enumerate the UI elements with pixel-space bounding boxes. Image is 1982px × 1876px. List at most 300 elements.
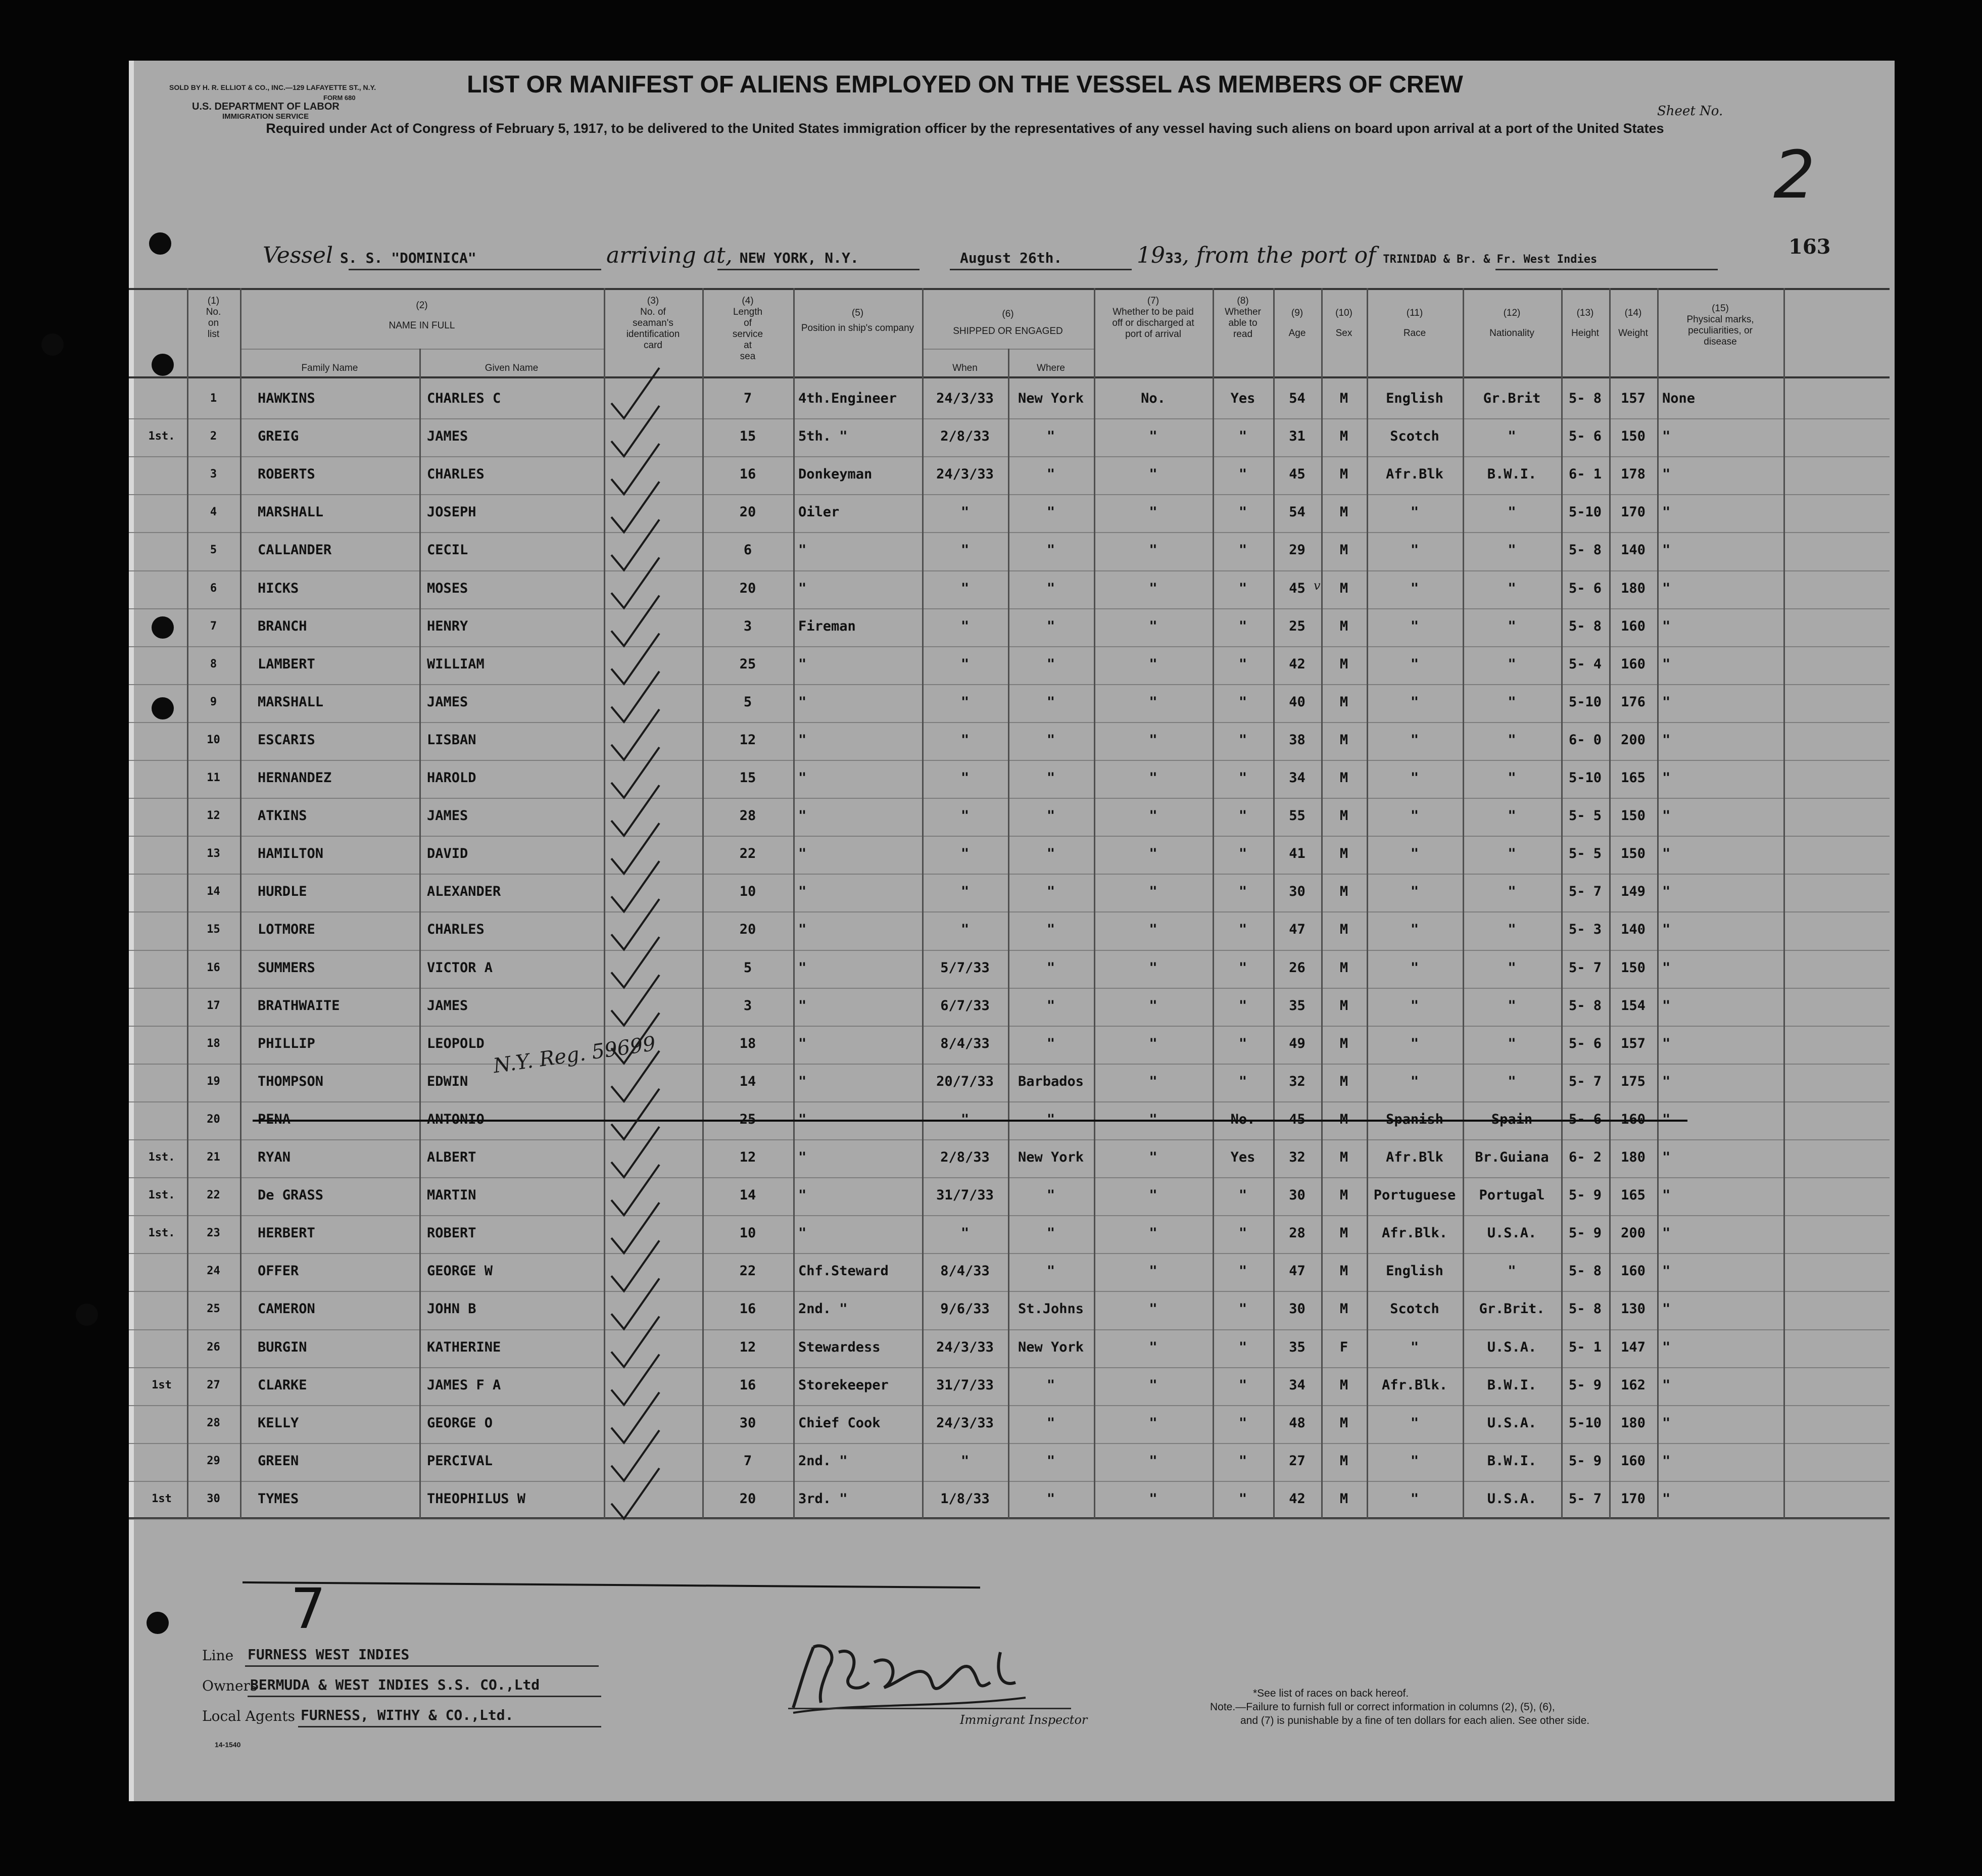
header-no-on-list: (1) No. on list <box>206 296 221 340</box>
local-agents-label: Local Agents <box>202 1708 296 1724</box>
able-to-read: " <box>1238 1073 1247 1089</box>
shipped-when: " <box>960 542 970 558</box>
age: 55 <box>1289 808 1306 824</box>
shipped-when: " <box>960 1453 970 1469</box>
form-number: FORM 680 <box>323 94 356 102</box>
family-name: MARSHALL <box>258 694 324 710</box>
physical-marks: " <box>1662 884 1671 900</box>
age: 48 <box>1289 1415 1306 1431</box>
header-position: (5) Position in ship's company <box>801 308 914 333</box>
family-name: MARSHALL <box>258 504 324 520</box>
family-name: HERBERT <box>258 1225 315 1241</box>
able-to-read: " <box>1238 428 1247 445</box>
list-number: 15 <box>207 923 220 936</box>
nationality: " <box>1508 580 1516 596</box>
paid-off: " <box>1149 1035 1157 1051</box>
height: 5-10 <box>1568 770 1602 786</box>
family-name: RYAN <box>258 1149 291 1165</box>
list-number: 1 <box>210 392 217 405</box>
weight: 160 <box>1621 656 1646 672</box>
nationality: " <box>1508 997 1516 1014</box>
length-of-service: 12 <box>739 1149 756 1165</box>
length-of-service: 25 <box>739 656 756 672</box>
shipped-where: New York <box>1018 391 1084 406</box>
ship-position: " <box>798 1073 807 1089</box>
shipped-when: 6/7/33 <box>940 997 990 1014</box>
shipped-where: " <box>1046 656 1055 672</box>
able-to-read: " <box>1238 1415 1247 1431</box>
shipped-where: " <box>1046 428 1055 445</box>
inspector-underline <box>788 1708 1071 1709</box>
paid-off: " <box>1149 732 1157 748</box>
sex: M <box>1339 694 1348 710</box>
given-name: GEORGE O <box>427 1415 493 1431</box>
nationality: " <box>1508 922 1516 938</box>
physical-marks: " <box>1662 542 1671 558</box>
shipped-when: " <box>960 884 970 900</box>
race: " <box>1410 808 1419 824</box>
header-sex: (10) Sex <box>1335 308 1352 339</box>
nationality: Gr.Brit <box>1483 391 1541 406</box>
weight: 165 <box>1621 1187 1646 1204</box>
list-mark: 1st. <box>148 430 175 443</box>
ship-position: " <box>798 770 807 786</box>
length-of-service: 20 <box>739 922 756 938</box>
given-name: HAROLD <box>427 770 476 786</box>
list-number: 23 <box>207 1227 220 1240</box>
ship-position: " <box>798 1187 807 1204</box>
sex: M <box>1339 884 1348 900</box>
able-to-read: " <box>1238 1377 1247 1393</box>
weight: 157 <box>1621 1035 1646 1051</box>
given-name: MOSES <box>427 580 468 596</box>
ship-position: " <box>798 1035 807 1051</box>
weight: 130 <box>1621 1301 1646 1317</box>
list-number: 18 <box>207 1037 220 1050</box>
shipped-where: " <box>1046 618 1055 634</box>
sex: M <box>1339 580 1348 596</box>
shipped-where: " <box>1046 504 1055 520</box>
sex: M <box>1339 656 1348 672</box>
arrival-day: August 26th. <box>960 250 1062 266</box>
shipped-when: " <box>960 580 970 596</box>
weight: 162 <box>1621 1377 1646 1393</box>
race: " <box>1410 580 1419 596</box>
height: 5- 6 <box>1568 580 1602 596</box>
list-number: 5 <box>210 544 217 557</box>
height: 5- 1 <box>1568 1339 1602 1355</box>
list-number: 6 <box>210 582 217 595</box>
family-name: OFFER <box>258 1263 299 1279</box>
sex: M <box>1339 1225 1348 1241</box>
nationality: U.S.A. <box>1487 1415 1537 1431</box>
able-to-read: " <box>1238 580 1247 596</box>
height: 5- 9 <box>1568 1187 1602 1204</box>
paid-off: " <box>1149 618 1157 634</box>
shipped-where: " <box>1046 1263 1055 1279</box>
physical-marks: " <box>1662 466 1671 483</box>
paid-off: " <box>1149 959 1157 976</box>
weight: 170 <box>1621 1490 1646 1507</box>
physical-marks: " <box>1662 1187 1671 1204</box>
ship-position: Chf.Steward <box>798 1263 889 1279</box>
list-mark: 1st <box>152 1492 172 1505</box>
length-of-service: 10 <box>739 1225 756 1241</box>
page-number: 163 <box>1788 235 1831 259</box>
shipped-where: " <box>1046 580 1055 596</box>
length-of-service: 16 <box>739 1301 756 1317</box>
given-name: DAVID <box>427 846 468 862</box>
nationality: " <box>1508 542 1516 558</box>
weight: 180 <box>1621 1415 1646 1431</box>
physical-marks: " <box>1662 1225 1671 1241</box>
weight: 160 <box>1621 1263 1646 1279</box>
sex: M <box>1339 922 1348 938</box>
sex: M <box>1339 1035 1348 1051</box>
header-physical-marks: (15) Physical marks, peculiarities, or disease <box>1686 303 1754 347</box>
weight: 200 <box>1621 732 1646 748</box>
age: 47 <box>1289 922 1306 938</box>
shipped-when: 2/8/33 <box>940 428 990 445</box>
ship-position: " <box>798 922 807 938</box>
family-name: CALLANDER <box>258 542 332 558</box>
list-number: 30 <box>207 1492 220 1505</box>
shipped-where: New York <box>1018 1339 1084 1355</box>
given-name: CHARLES <box>427 922 485 938</box>
ship-position: " <box>798 808 807 824</box>
agents-underline <box>298 1726 601 1727</box>
length-of-service: 3 <box>743 997 752 1014</box>
ship-position: " <box>798 846 807 862</box>
paid-off: " <box>1149 1490 1157 1507</box>
length-of-service: 3 <box>743 618 752 634</box>
age: 25 <box>1289 618 1306 634</box>
able-to-read: " <box>1238 1490 1247 1507</box>
height: 5- 9 <box>1568 1453 1602 1469</box>
family-name: BRATHWAITE <box>258 997 340 1014</box>
given-name: CHARLES <box>427 466 485 483</box>
line-underline <box>245 1665 599 1667</box>
height: 5- 6 <box>1568 1035 1602 1051</box>
height: 5- 8 <box>1568 997 1602 1014</box>
age: 31 <box>1289 428 1306 445</box>
able-to-read: " <box>1238 1453 1247 1469</box>
nationality: U.S.A. <box>1487 1339 1537 1355</box>
shipped-when: 31/7/33 <box>936 1377 994 1393</box>
list-number: 21 <box>207 1151 220 1164</box>
paid-off: " <box>1149 922 1157 938</box>
race: " <box>1410 1415 1419 1431</box>
length-of-service: 16 <box>739 1377 756 1393</box>
age: 38 <box>1289 732 1306 748</box>
paid-off: " <box>1149 428 1157 445</box>
registration-note: N.Y. Reg. 59699 <box>492 1032 657 1078</box>
sex: M <box>1339 618 1348 634</box>
able-to-read: " <box>1238 732 1247 748</box>
weight: 150 <box>1621 428 1646 445</box>
sex: M <box>1339 542 1348 558</box>
height: 5- 5 <box>1568 808 1602 824</box>
nationality: " <box>1508 846 1516 862</box>
physical-marks: " <box>1662 808 1671 824</box>
race: " <box>1410 656 1419 672</box>
department-name: U.S. DEPARTMENT OF LABOR <box>192 101 340 112</box>
weight: 149 <box>1621 884 1646 900</box>
nationality: " <box>1508 770 1516 786</box>
service-name: IMMIGRATION SERVICE <box>222 112 309 121</box>
shipped-when: " <box>960 504 970 520</box>
line-label: Line <box>202 1647 234 1664</box>
sex: M <box>1339 732 1348 748</box>
from-port-label: , from the port of <box>1182 243 1376 268</box>
header-height: (13) Height <box>1571 308 1599 339</box>
age: 45 <box>1289 466 1306 483</box>
immigrant-inspector-label: Immigrant Inspector <box>960 1713 1088 1727</box>
physical-marks: " <box>1662 1301 1671 1317</box>
able-to-read: " <box>1238 884 1247 900</box>
weight: 160 <box>1621 1453 1646 1469</box>
weight: 150 <box>1621 846 1646 862</box>
list-number: 2 <box>210 430 217 443</box>
list-number: 4 <box>210 506 217 519</box>
header-paid-off: (7) Whether to be paid off or discharged at port of arrival <box>1112 296 1194 340</box>
family-name: GREIG <box>258 428 299 445</box>
list-mark: 1st. <box>148 1189 175 1202</box>
family-name: LOTMORE <box>258 922 315 938</box>
shipped-where: " <box>1046 1225 1055 1241</box>
weight: 150 <box>1621 959 1646 976</box>
family-name: HICKS <box>258 580 299 596</box>
given-name: LEOPOLD <box>427 1035 485 1051</box>
able-to-read: " <box>1238 846 1247 862</box>
nationality: Br.Guiana <box>1475 1149 1549 1165</box>
ship-position: 3rd. " <box>798 1490 848 1507</box>
age: 34 <box>1289 1377 1306 1393</box>
length-of-service: 5 <box>743 959 752 976</box>
shipped-when: " <box>960 694 970 710</box>
ship-position: " <box>798 656 807 672</box>
height: 6- 1 <box>1568 466 1602 483</box>
sex: F <box>1339 1339 1348 1355</box>
given-name: ALBERT <box>427 1149 476 1165</box>
age: 41 <box>1289 846 1306 862</box>
race: Afr.Blk. <box>1381 1377 1448 1393</box>
paid-off: " <box>1149 846 1157 862</box>
height: 5- 8 <box>1568 618 1602 634</box>
header-shipped-engaged: (6) SHIPPED OR ENGAGED <box>953 309 1063 336</box>
sex: M <box>1339 428 1348 445</box>
ship-position: " <box>798 884 807 900</box>
list-number: 20 <box>207 1113 220 1126</box>
printer-line: SOLD BY H. R. ELLIOT & CO., INC.—129 LAFAYETTE ST., N.Y. <box>169 83 376 91</box>
sex: M <box>1339 997 1348 1014</box>
from-port: TRINIDAD & Br. & Fr. West Indies <box>1383 253 1598 266</box>
height: 5- 8 <box>1568 542 1602 558</box>
given-name: ROBERT <box>427 1225 476 1241</box>
race: " <box>1410 732 1419 748</box>
age: 34 <box>1289 770 1306 786</box>
race: Portuguese <box>1373 1187 1456 1204</box>
race: " <box>1410 1073 1419 1089</box>
family-name: LAMBERT <box>258 656 315 672</box>
shipped-where: " <box>1046 1453 1055 1469</box>
line-value: FURNESS WEST INDIES <box>248 1646 410 1663</box>
sex: M <box>1339 1073 1348 1089</box>
weight: 175 <box>1621 1073 1646 1089</box>
owners-value: BERMUDA & WEST INDIES S.S. CO.,Ltd <box>250 1676 540 1693</box>
length-of-service: 30 <box>739 1415 756 1431</box>
age: 32 <box>1289 1149 1306 1165</box>
family-name: ATKINS <box>258 808 307 824</box>
family-name: GREEN <box>258 1453 299 1469</box>
paid-off: " <box>1149 1453 1157 1469</box>
able-to-read: " <box>1238 504 1247 520</box>
given-name: CHARLES C <box>427 391 501 406</box>
age: 30 <box>1289 884 1306 900</box>
paid-off: " <box>1149 1263 1157 1279</box>
given-name: JOHN B <box>427 1301 476 1317</box>
physical-marks: " <box>1662 770 1671 786</box>
ship-position: Stewardess <box>798 1339 881 1355</box>
form-code: 14-1540 <box>215 1741 241 1749</box>
sex: M <box>1339 1453 1348 1469</box>
length-of-service: 7 <box>743 1453 752 1469</box>
header-family-name: Family Name <box>301 363 358 373</box>
physical-marks: " <box>1662 1377 1671 1393</box>
shipped-when: 8/4/33 <box>940 1035 990 1051</box>
race: " <box>1410 959 1419 976</box>
given-name: LISBAN <box>427 732 476 748</box>
ship-position: 5th. " <box>798 428 848 445</box>
height: 6- 2 <box>1568 1149 1602 1165</box>
nationality: B.W.I. <box>1487 1453 1537 1469</box>
length-of-service: 20 <box>739 580 756 596</box>
local-agents-value: FURNESS, WITHY & CO.,Ltd. <box>301 1707 514 1723</box>
weight: 180 <box>1621 580 1646 596</box>
arrival-port: NEW YORK, N.Y. <box>739 250 859 266</box>
nationality: " <box>1508 1035 1516 1051</box>
nationality: " <box>1508 618 1516 634</box>
paid-off: " <box>1149 466 1157 483</box>
race: " <box>1410 1035 1419 1051</box>
sex: M <box>1339 1263 1348 1279</box>
header-given-name: Given Name <box>485 363 539 373</box>
list-number: 22 <box>207 1189 220 1202</box>
ship-position: 2nd. " <box>798 1453 848 1469</box>
year-value: 33 <box>1165 250 1182 266</box>
given-name: JAMES <box>427 997 468 1014</box>
height: 5- 8 <box>1568 391 1602 406</box>
nationality: " <box>1508 732 1516 748</box>
length-of-service: 15 <box>739 770 756 786</box>
given-name: THEOPHILUS W <box>427 1490 526 1507</box>
shipped-when: " <box>960 922 970 938</box>
paid-off: " <box>1149 1415 1157 1431</box>
physical-marks: " <box>1662 1339 1671 1355</box>
header-where: Where <box>1037 363 1065 373</box>
weight: 165 <box>1621 770 1646 786</box>
race: Scotch <box>1390 428 1439 445</box>
header-nationality: (12) Nationality <box>1489 308 1534 339</box>
shipped-where: " <box>1046 922 1055 938</box>
header-length-service: (4) Length of service at sea <box>732 296 763 362</box>
races-note: *See list of races on back hereof. <box>1253 1688 1409 1699</box>
sex: M <box>1339 504 1348 520</box>
height: 5- 4 <box>1568 656 1602 672</box>
given-name: VICTOR A <box>427 959 493 976</box>
height: 5- 8 <box>1568 1301 1602 1317</box>
ship-position: Fireman <box>798 618 856 634</box>
length-of-service: 12 <box>739 732 756 748</box>
ship-position: " <box>798 1149 807 1165</box>
shipped-where: " <box>1046 694 1055 710</box>
physical-marks: " <box>1662 504 1671 520</box>
race: English <box>1386 1263 1443 1279</box>
ship-position: " <box>798 694 807 710</box>
list-mark: 1st. <box>148 1227 175 1240</box>
nationality: U.S.A. <box>1487 1225 1537 1241</box>
height: 5- 7 <box>1568 1073 1602 1089</box>
header-name-in-full: (2) NAME IN FULL <box>389 300 455 331</box>
physical-marks: " <box>1662 1035 1671 1051</box>
race: " <box>1410 997 1419 1014</box>
height: 5-10 <box>1568 694 1602 710</box>
weight: 176 <box>1621 694 1646 710</box>
shipped-where: " <box>1046 542 1055 558</box>
physical-marks: " <box>1662 1453 1671 1469</box>
nationality: " <box>1508 959 1516 976</box>
age-tick-mark: v <box>1314 579 1321 593</box>
physical-marks: " <box>1662 618 1671 634</box>
weight: 147 <box>1621 1339 1646 1355</box>
shipped-where: " <box>1046 1377 1055 1393</box>
length-of-service: 16 <box>739 466 756 483</box>
arriving-label: arriving at, <box>606 243 733 268</box>
height: 5- 7 <box>1568 1490 1602 1507</box>
able-to-read: " <box>1238 997 1247 1014</box>
paid-off: " <box>1149 808 1157 824</box>
shipped-when: 24/3/33 <box>936 1339 994 1355</box>
length-of-service: 14 <box>739 1187 756 1204</box>
paid-off: " <box>1149 1225 1157 1241</box>
penalty-note-line-2: and (7) is punishable by a fine of ten dollars for each alien. See other side. <box>1240 1715 1590 1726</box>
list-number: 25 <box>207 1303 220 1316</box>
sex: M <box>1339 466 1348 483</box>
given-name: EDWIN <box>427 1073 468 1089</box>
ship-position: " <box>798 959 807 976</box>
length-of-service: 18 <box>739 1035 756 1051</box>
able-to-read: " <box>1238 618 1247 634</box>
family-name: HERNANDEZ <box>258 770 332 786</box>
shipped-where: New York <box>1018 1149 1084 1165</box>
weight: 154 <box>1621 997 1646 1014</box>
sex: M <box>1339 1149 1348 1165</box>
able-to-read: " <box>1238 542 1247 558</box>
page-title: LIST OR MANIFEST OF ALIENS EMPLOYED ON THE VESSEL AS MEMBERS OF CREW <box>467 71 1463 98</box>
given-name: PERCIVAL <box>427 1453 493 1469</box>
paid-off: " <box>1149 1187 1157 1204</box>
able-to-read: " <box>1238 1339 1247 1355</box>
sex: M <box>1339 1490 1348 1507</box>
weight: 180 <box>1621 1149 1646 1165</box>
race: " <box>1410 846 1419 862</box>
physical-marks: " <box>1662 732 1671 748</box>
race: " <box>1410 542 1419 558</box>
shipped-where: St.Johns <box>1018 1301 1084 1317</box>
race: Scotch <box>1390 1301 1439 1317</box>
ship-position: Donkeyman <box>798 466 873 483</box>
height: 5- 7 <box>1568 959 1602 976</box>
